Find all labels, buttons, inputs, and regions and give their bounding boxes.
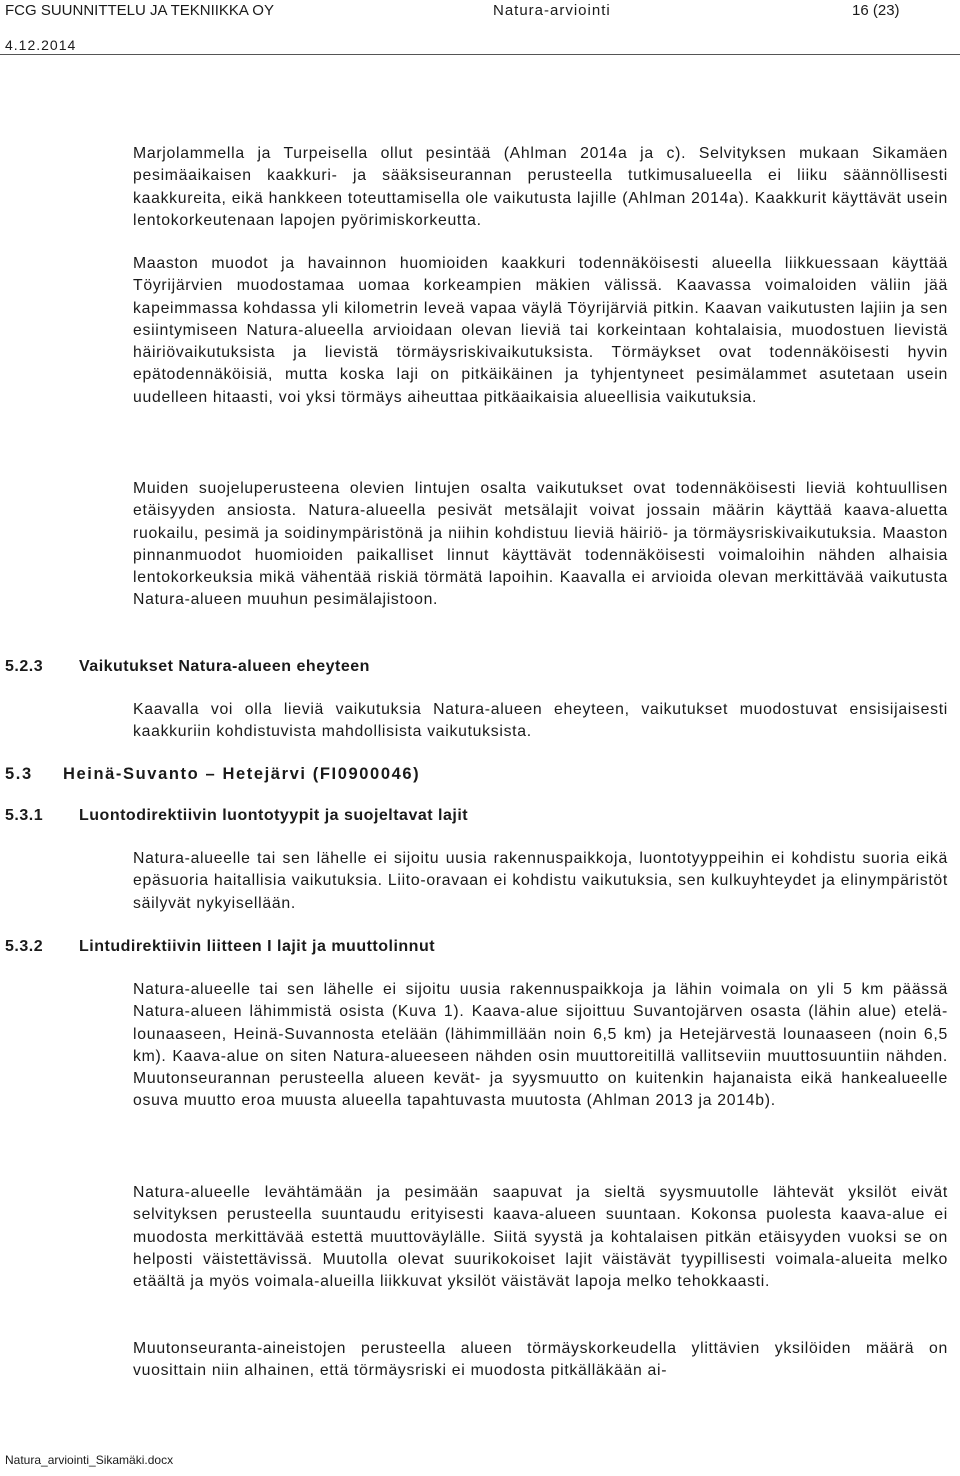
page-header <box>0 0 960 53</box>
paragraph: Muutonseuranta-aineistojen perusteella alueen törmäyskorkeudella ylittävien yksilöiden määrä on vuosittain niin alhainen, että törmäysriski ei muodosta pitkälläkään ai- <box>133 1340 948 1380</box>
heading-text: Luontodirektiivin luontotyypit ja suojeltavat lajit <box>79 807 469 824</box>
header-divider <box>0 54 960 55</box>
heading-text: Lintudirektiivin liitteen I lajit ja muuttolinnut <box>79 938 436 955</box>
header-doc-title: Natura-arviointi <box>493 2 611 19</box>
paragraph: Natura-alueelle levähtämään ja pesimään saapuvat ja sieltä syysmuutolle lähtevät yksilöt eivät selvityksen perusteella suuntaudu erityisesti kaava-alueen suuntaan. Kokonsa puolesta kaava-alue ei muodosta merkittävää estettä muuttoväylälle. Siitä syystä ja kohtalaisen pitkän etäisyyden vuoksi se on helposti väistettävissä. Muutolla olevat suurikokoiset lajit väistävät tyypillisesti voimala-alueita melko etäältä ja myös voimala-alueilla liikkuvat yksilöt väistävät lapoja melko tehokkaasti. <box>133 1184 948 1291</box>
paragraph: Natura-alueelle tai sen lähelle ei sijoitu uusia rakennuspaikkoja, luontotyyppeihin ei kohdistu suoria eikä epäsuoria haitallisia vaikutuksia. Liito-oravaan ei kohdistu vaikutuksia, sen kulkuyhteydet ja elinympäristöt säilyvät nykyisellään. <box>133 850 948 912</box>
heading-number: 5.3.1 <box>5 807 44 824</box>
header-date: 4.12.2014 <box>5 37 77 53</box>
heading-number: 5.3 <box>5 765 33 783</box>
paragraph: Natura-alueelle tai sen lähelle ei sijoitu uusia rakennuspaikkoja ja lähin voimala on yli 5 km päässä Natura-alueen lähimmistä osista (Kuva 1). Kaava-alue sijoittuu Suvantojärven osasta (lähin alue) etelä-lounaaseen, Heinä-Suvannosta etelään (lähimmillään noin 6,5 km) ja Hetejärvestä lounaaseen (noin 6,5 km). Kaava-alue on siten Natura-alueeseen nähden osin muuttoreitillä vallitseviin muuttosuuntiin nähden. Muutonseurannan perusteella alueen kevät- ja syysmuutto on kuitenkin hajanaista eikä hankealueelle osuva muutto eroa muusta alueella tapahtuvasta muutosta (Ahlman 2013 ja 2014b). <box>133 981 948 1110</box>
section-heading-5-3 <box>5 765 420 784</box>
heading-text: Heinä-Suvanto – Hetejärvi (FI0900046) <box>63 765 421 783</box>
heading-text: Vaikutukset Natura-alueen eheyteen <box>79 658 370 675</box>
header-company: FCG SUUNNITTELU JA TEKNIIKKA OY <box>5 2 274 19</box>
paragraph: Marjolammella ja Turpeisella ollut pesintää (Ahlman 2014a ja c). Selvityksen mukaan Sikamäen pesimäaikaisen kaakkuri- ja sääksiseurannan perusteella tutkimusalueella ei liiku säännöllisesti kaakkureita, eikä hankkeen toteuttamisella ole vaikutusta lajille (Ahlman 2014a). Kaakkurit käyttävät usein lentokorkeutenaan lapojen pyörimiskorkeutta. <box>133 145 948 229</box>
paragraph: Muiden suojeluperusteena olevien lintujen osalta vaikutukset ovat todennäköisesti lieviä kohtuullisen etäisyyden ansiosta. Natura-alueella pesivät metsälajit voivat jossain määrin käyttää kaava-aluetta ruokailu, pesimä ja soidinympäristönä ja niihin kohdistuu lieviä häiriö- ja törmäysriskivaikutuksia. Maaston pinnanmuodot huomioiden paikalliset linnut käyttävät todennäköisesti voimaloihin nähden alhaisia lentokorkeuksia mikä vähentää riskiä törmätä lapoihin. Kaavalla ei arvioida olevan merkittävää vaikutusta Natura-alueen muuhun pesimälajistoon. <box>133 480 948 609</box>
page-footer: Natura_arviointi_Sikamäki.docx <box>5 1453 174 1467</box>
section-heading-5-3-2 <box>5 938 435 956</box>
heading-number: 5.2.3 <box>5 658 44 675</box>
header-page-number: 16 (23) <box>852 2 900 19</box>
paragraph: Kaavalla voi olla lieviä vaikutuksia Natura-alueen eheyteen, vaikutukset muodostuvat ensisijaisesti kaakkuriin kohdistuvista mahdollisista vaikutuksista. <box>133 701 948 741</box>
section-heading-5-2-3 <box>5 658 370 676</box>
section-heading-5-3-1 <box>5 807 468 825</box>
heading-number: 5.3.2 <box>5 938 44 955</box>
paragraph: Maaston muodot ja havainnon huomioiden kaakkuri todennäköisesti alueella liikkuessaan käyttää Töyrijärvien muodostamaa uomaa korkeampien mäkien välissä. Kaavassa voimaloiden väliin jää kapeimmassa kohdassa yli kilometrin leveä vapaa väylä Töyrijärviä pitkin. Kaavan vaikutusten lajiin ja sen esiintymiseen Natura-alueella arvioidaan olevan lieviä tai korkeintaan kohtalaisia, muodostuen lievistä häiriövaikutuksista ja lievistä törmäysriskivaikutuksista. Törmäykset ovat todennäköisesti hyvin epätodennäköisiä, mutta koska laji on pitkäikäinen ja tyhjentyneet pesimälammet asutetaan usein uudelleen hitaasti, voi yksi törmäys aiheuttaa pitkäaikaisia alueellisia vaikutuksia. <box>133 255 948 406</box>
